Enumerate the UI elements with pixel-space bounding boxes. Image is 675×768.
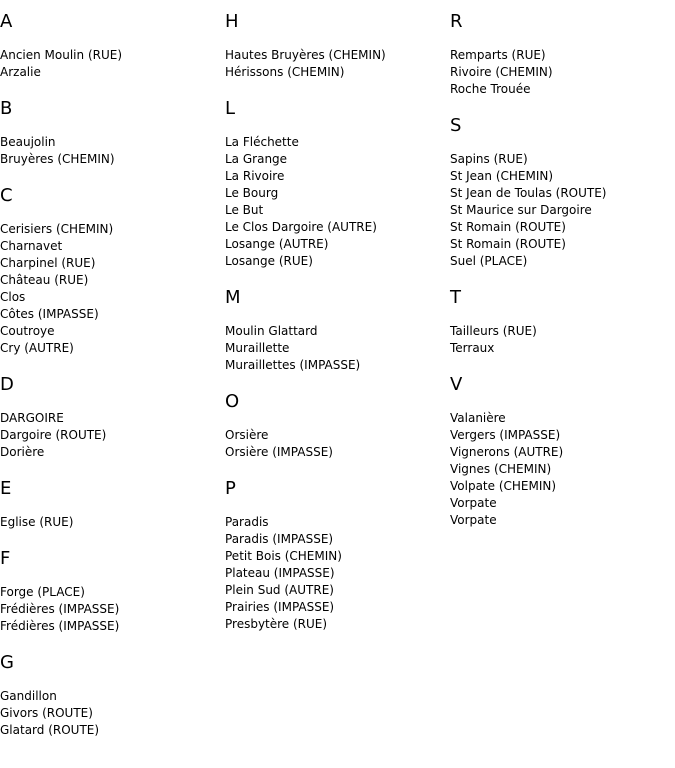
street-entry: Le Bourg xyxy=(225,186,279,200)
letter-heading: T xyxy=(450,287,461,308)
letter-group-d xyxy=(0,374,225,461)
street-entry: Vorpate xyxy=(450,513,497,527)
street-entry: Givors (ROUTE) xyxy=(0,706,93,720)
street-entry: St Romain (ROUTE) xyxy=(450,237,566,251)
street-entry: La Fléchette xyxy=(225,135,299,149)
street-entry: Presbytère (RUE) xyxy=(225,617,328,631)
letter-heading: A xyxy=(0,11,13,32)
letter-heading: D xyxy=(0,374,14,395)
letter-group-a xyxy=(0,11,225,81)
street-entry: Frédières (IMPASSE) xyxy=(0,619,120,633)
street-entry: Terraux xyxy=(450,341,495,355)
street-entry: Losange (AUTRE) xyxy=(225,237,329,251)
letter-heading: M xyxy=(225,287,241,308)
letter-group-h xyxy=(225,11,450,81)
street-list xyxy=(450,323,675,357)
street-list xyxy=(225,323,450,374)
street-entry: Losange (RUE) xyxy=(225,254,313,268)
street-entry: Rivoire (CHEMIN) xyxy=(450,65,553,79)
letter-heading: V xyxy=(450,374,463,395)
letter-heading: R xyxy=(450,11,463,32)
street-entry: Prairies (IMPASSE) xyxy=(225,600,335,614)
street-entry: La Rivoire xyxy=(225,169,285,183)
street-entry: La Grange xyxy=(225,152,288,166)
letter-group-o xyxy=(225,391,450,461)
letter-group-s xyxy=(450,115,675,270)
letter-group-b xyxy=(0,98,225,168)
letter-heading: E xyxy=(0,478,12,499)
letter-heading: G xyxy=(0,652,14,673)
street-list xyxy=(225,134,450,270)
street-list xyxy=(0,134,225,168)
street-entry: Arzalie xyxy=(0,65,41,79)
street-list xyxy=(0,47,225,81)
street-entry: Valanière xyxy=(450,411,506,425)
letter-group-m xyxy=(225,287,450,374)
street-entry: Hérissons (CHEMIN) xyxy=(225,65,345,79)
street-entry: Château (RUE) xyxy=(0,273,89,287)
street-entry: St Maurice sur Dargoire xyxy=(450,203,592,217)
street-entry: Remparts (RUE) xyxy=(450,48,546,62)
letter-heading: L xyxy=(225,98,236,119)
letter-heading: F xyxy=(0,548,11,569)
street-entry: Charnavet xyxy=(0,239,63,253)
street-entry: Plein Sud (AUTRE) xyxy=(225,583,334,597)
street-entry: Vorpate xyxy=(450,496,497,510)
street-list xyxy=(225,514,450,633)
letter-heading: B xyxy=(0,98,13,119)
letter-heading: O xyxy=(225,391,240,412)
letter-group-e xyxy=(0,478,225,531)
street-entry: Clos xyxy=(0,290,26,304)
street-entry: Ancien Moulin (RUE) xyxy=(0,48,123,62)
street-entry: Paradis (IMPASSE) xyxy=(225,532,334,546)
street-entry: Beaujolin xyxy=(0,135,56,149)
street-list xyxy=(0,584,225,635)
letter-group-v xyxy=(450,374,675,529)
street-entry: Tailleurs (RUE) xyxy=(450,324,537,338)
street-entry: Charpinel (RUE) xyxy=(0,256,96,270)
letter-group-f xyxy=(0,548,225,635)
street-entry: Dorière xyxy=(0,445,45,459)
street-entry: Côtes (IMPASSE) xyxy=(0,307,99,321)
index-column-1 xyxy=(0,11,225,756)
street-entry: Le Clos Dargoire (AUTRE) xyxy=(225,220,377,234)
street-entry: Muraillette xyxy=(225,341,290,355)
street-entry: Forge (PLACE) xyxy=(0,585,85,599)
street-list xyxy=(0,410,225,461)
street-list xyxy=(450,410,675,529)
index-column-3 xyxy=(450,11,675,546)
street-entry: St Jean de Toulas (ROUTE) xyxy=(450,186,607,200)
street-entry: Moulin Glattard xyxy=(225,324,318,338)
street-entry: Cry (AUTRE) xyxy=(0,341,74,355)
street-entry: Le But xyxy=(225,203,264,217)
street-list xyxy=(0,688,225,739)
street-entry: Suel (PLACE) xyxy=(450,254,528,268)
letter-group-l xyxy=(225,98,450,270)
street-list xyxy=(450,151,675,270)
letter-heading: C xyxy=(0,185,13,206)
street-entry: Orsière xyxy=(225,428,269,442)
street-entry: St Romain (ROUTE) xyxy=(450,220,566,234)
street-list xyxy=(0,514,225,531)
street-entry: Plateau (IMPASSE) xyxy=(225,566,335,580)
letter-group-p xyxy=(225,478,450,633)
street-entry: Gandillon xyxy=(0,689,57,703)
street-entry: Petit Bois (CHEMIN) xyxy=(225,549,342,563)
letter-heading: H xyxy=(225,11,239,32)
letter-heading: P xyxy=(225,478,236,499)
street-list xyxy=(450,47,675,98)
street-entry: Sapins (RUE) xyxy=(450,152,528,166)
letter-group-r xyxy=(450,11,675,98)
street-list xyxy=(225,427,450,461)
street-entry: Hautes Bruyères (CHEMIN) xyxy=(225,48,386,62)
street-entry: Frédières (IMPASSE) xyxy=(0,602,120,616)
street-entry: Glatard (ROUTE) xyxy=(0,723,100,737)
street-entry: Volpate (CHEMIN) xyxy=(450,479,557,493)
street-entry: Eglise (RUE) xyxy=(0,515,74,529)
index-column-2 xyxy=(225,11,450,650)
street-entry: Vignerons (AUTRE) xyxy=(450,445,564,459)
street-list xyxy=(0,221,225,357)
street-entry: Vergers (IMPASSE) xyxy=(450,428,561,442)
street-entry: Vignes (CHEMIN) xyxy=(450,462,552,476)
letter-group-t xyxy=(450,287,675,357)
street-entry: Coutroye xyxy=(0,324,55,338)
street-entry: Muraillettes (IMPASSE) xyxy=(225,358,361,372)
letter-heading: S xyxy=(450,115,462,136)
street-list xyxy=(225,47,450,81)
street-entry: Paradis xyxy=(225,515,269,529)
street-entry: St Jean (CHEMIN) xyxy=(450,169,554,183)
street-entry: Roche Trouée xyxy=(450,82,531,96)
street-entry: Dargoire (ROUTE) xyxy=(0,428,107,442)
letter-group-g xyxy=(0,652,225,739)
street-entry: DARGOIRE xyxy=(0,411,64,425)
street-entry: Cerisiers (CHEMIN) xyxy=(0,222,114,236)
street-entry: Orsière (IMPASSE) xyxy=(225,445,333,459)
letter-group-c xyxy=(0,185,225,357)
street-entry: Bruyères (CHEMIN) xyxy=(0,152,115,166)
